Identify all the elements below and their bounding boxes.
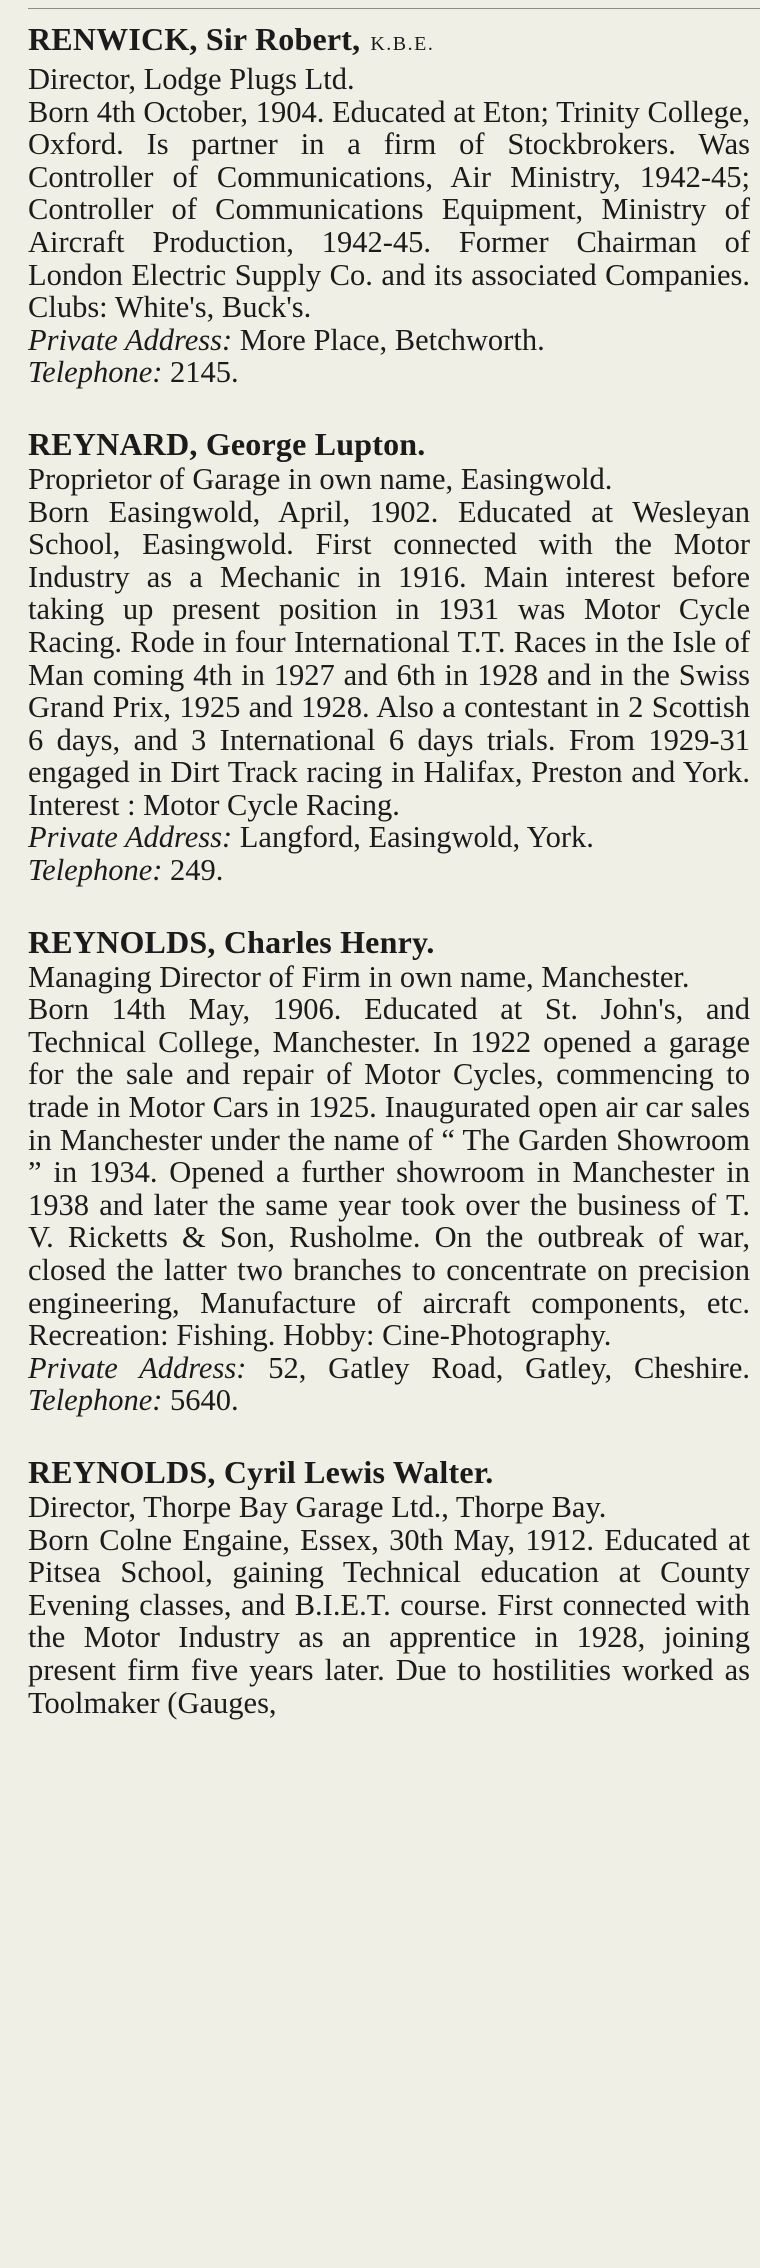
forenames: Charles Henry.: [223, 923, 435, 960]
entry-reynolds-charles: [28, 923, 750, 1417]
entry-renwick: [28, 20, 750, 389]
entry-reynard: [28, 425, 750, 887]
telephone-label: Telephone:: [28, 853, 163, 888]
telephone: 2145.: [170, 355, 239, 390]
forenames: George Lupton.: [205, 425, 426, 462]
biography: Born 14th May, 1906. Educated at St. John's, and Technical College, Manchester. In 1922 opened a garage for the sale and repair of Motor Cycles, commencing to trade in Motor Cars in 1925. Inaugurated open air car sales in Manchester under the name of “ The Garden Showroom ” in 1934. Opened a further showroom in Manchester in 1938 and later the same year took over the business of T. V. Ricketts & Son, Rusholme. On the outbreak of war, closed the latter two branches to concentrate on precision engineering, Manufacture of aircraft components, etc. Recreation: Fishing. Hobby: Cine-Photography.: [28, 992, 750, 1353]
position: Director, Thorpe Bay Garage Ltd., Thorpe Bay.: [28, 1489, 607, 1524]
telephone: 5640.: [170, 1383, 239, 1418]
address-label: Private Address:: [28, 820, 233, 855]
address-label: Private Address:: [28, 322, 233, 357]
contact-line: [28, 1352, 750, 1417]
contact-line: [28, 324, 750, 389]
entry-reynolds-cyril: [28, 1453, 750, 1719]
surname: REYNOLDS,: [28, 923, 216, 960]
entry-heading: [28, 1453, 750, 1491]
biography: Born Colne Engaine, Essex, 30th May, 1912. Educated at Pitsea School, gaining Technical education at County Evening classes, and B.I.E.T. course. First connected with the Motor Industry as an apprentice in 1928, joining present firm five years later. Due to hostilities worked as Toolmaker (Gauges,: [28, 1522, 750, 1720]
forenames: Cyril Lewis Walter.: [223, 1453, 494, 1490]
position: Managing Director of Firm in own name, Manchester.: [28, 959, 690, 994]
address: More Place, Betchworth.: [239, 322, 545, 357]
telephone-label: Telephone:: [28, 355, 163, 390]
entry-heading: [28, 923, 750, 961]
surname: REYNARD,: [28, 425, 198, 462]
address: Langford, Easingwold, York.: [239, 820, 594, 855]
forenames: Sir Robert,: [205, 21, 361, 57]
top-rule: [28, 8, 760, 9]
entry-heading: [28, 425, 750, 463]
entry-heading: [28, 20, 750, 63]
surname: REYNOLDS,: [28, 1453, 216, 1490]
directory-page: [28, 20, 750, 1755]
telephone-label: Telephone:: [28, 1383, 163, 1418]
position: Director, Lodge Plugs Ltd.: [28, 62, 355, 96]
biography: Born Easingwold, April, 1902. Educated at Wesleyan School, Easingwold. First connected with the Motor Industry as a Mechanic in 1916. Main interest before taking up present position in 1931 was Motor Cycle Racing. Rode in four International T.T. Races in the Isle of Man coming 4th in 1927 and 6th in 1928 and in the Swiss Grand Prix, 1925 and 1928. Also a contestant in 2 Scottish 6 days, and 3 International 6 days trials. From 1929-31 engaged in Dirt Track racing in Halifax, Preston and York. Interest : Motor Cycle Racing.: [28, 494, 750, 822]
surname: RENWICK,: [28, 21, 198, 57]
address-label: Private Address:: [28, 1350, 247, 1385]
contact-line: [28, 821, 750, 886]
biography: Born 4th October, 1904. Educated at Eton; Trinity College, Oxford. Is partner in a firm of Stockbrokers. Was Controller of Communications, Air Ministry, 1942-45; Controller of Communications Equipment, Ministry of Aircraft Production, 1942-45. Former Chairman of London Electric Supply Co. and its associated Companies. Clubs: White's, Buck's.: [28, 94, 750, 325]
address: 52, Gatley Road, Gatley, Cheshire.: [268, 1350, 750, 1385]
telephone: 249.: [170, 853, 224, 888]
honours: K.B.E.: [370, 33, 435, 55]
position: Proprietor of Garage in own name, Easingwold.: [28, 461, 613, 496]
